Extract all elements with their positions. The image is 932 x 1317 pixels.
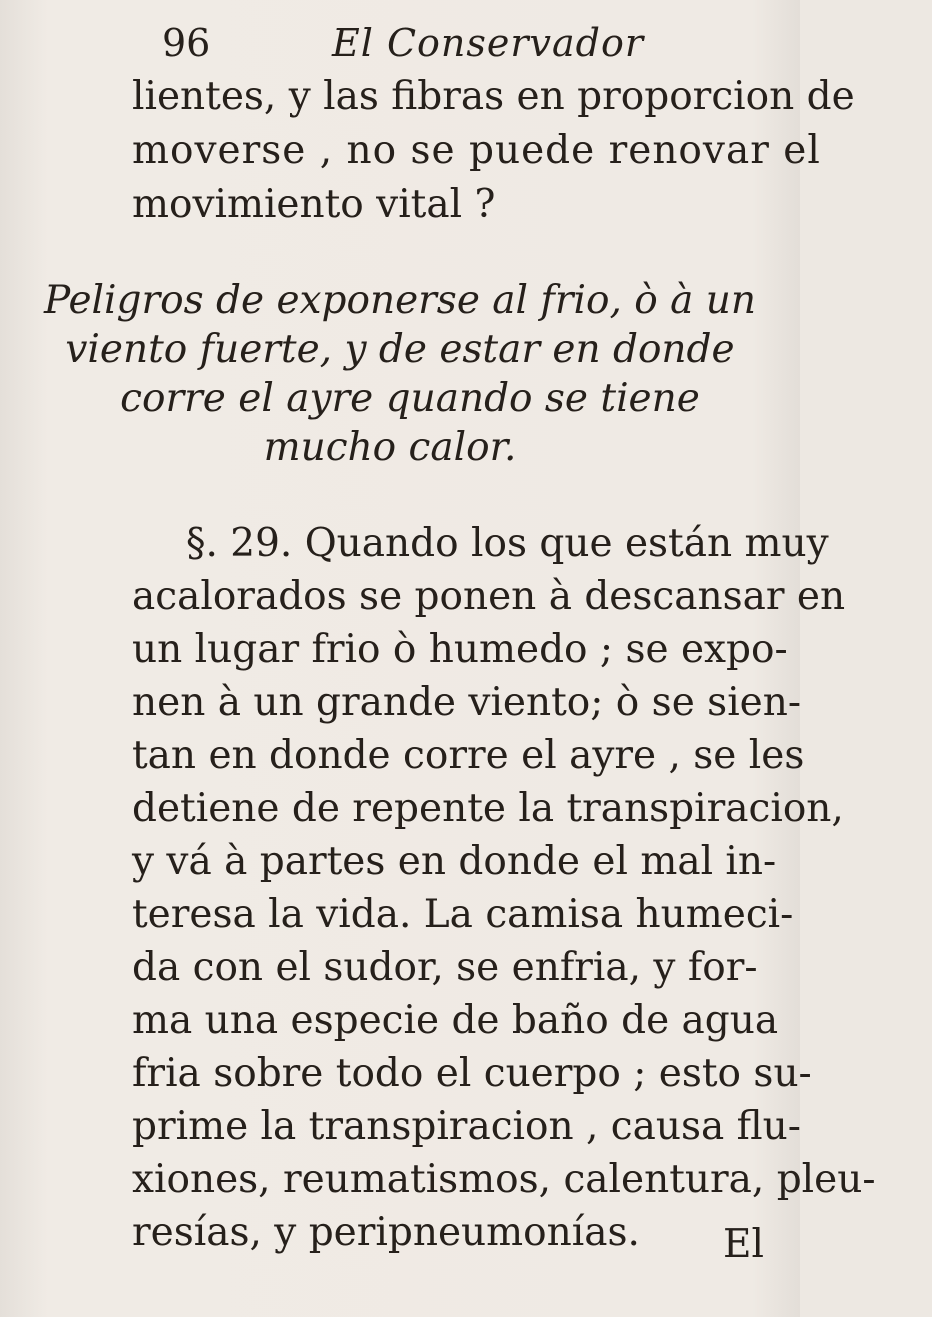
paragraph-line: detiene de repente la transpiracion, (132, 786, 844, 831)
section-heading-line: corre el ayre quando se tiene (120, 376, 700, 421)
paragraph-line: ma una especie de baño de agua (132, 998, 779, 1043)
paragraph-line: nen à un grande viento; ò se sien- (132, 680, 802, 725)
section-heading-line: viento fuerte, y de estar en donde (65, 327, 735, 372)
paragraph-line: xiones, reumatismos, calentura, pleu- (132, 1157, 876, 1202)
paragraph-line: acalorados se ponen à descansar en (132, 574, 846, 619)
paragraph-line: un lugar frio ò humedo ; se expo- (132, 627, 788, 672)
catchword: El (723, 1222, 764, 1267)
paragraph-line: da con el sudor, se enfria, y for- (132, 945, 758, 990)
section-heading-line: Peligros de exponerse al frio, ò à un (43, 278, 757, 323)
paragraph-line: fria sobre todo el cuerpo ; esto su- (132, 1051, 812, 1096)
text-line: moverse , no se puede renovar el (132, 128, 821, 173)
paragraph-line: resías, y peripneumonías. (132, 1210, 640, 1255)
paragraph-line: prime la transpiracion , causa flu- (132, 1104, 801, 1149)
text-line: movimiento vital ? (132, 182, 496, 227)
section-heading-line: mucho calor. (263, 425, 517, 470)
running-head (0, 18, 800, 68)
paragraph-line: y vá à partes en donde el mal in- (132, 839, 777, 884)
text-line: lientes, y las fibras en proporcion de (132, 74, 855, 119)
running-title: El Conservador (332, 21, 645, 65)
paragraph-line: §. 29. Quando los que están muy (186, 521, 829, 566)
paragraph-line: tan en donde corre el ayre , se les (132, 733, 805, 778)
paragraph-line: teresa la vida. La camisa humeci- (132, 892, 794, 937)
page-number: 96 (162, 21, 211, 65)
